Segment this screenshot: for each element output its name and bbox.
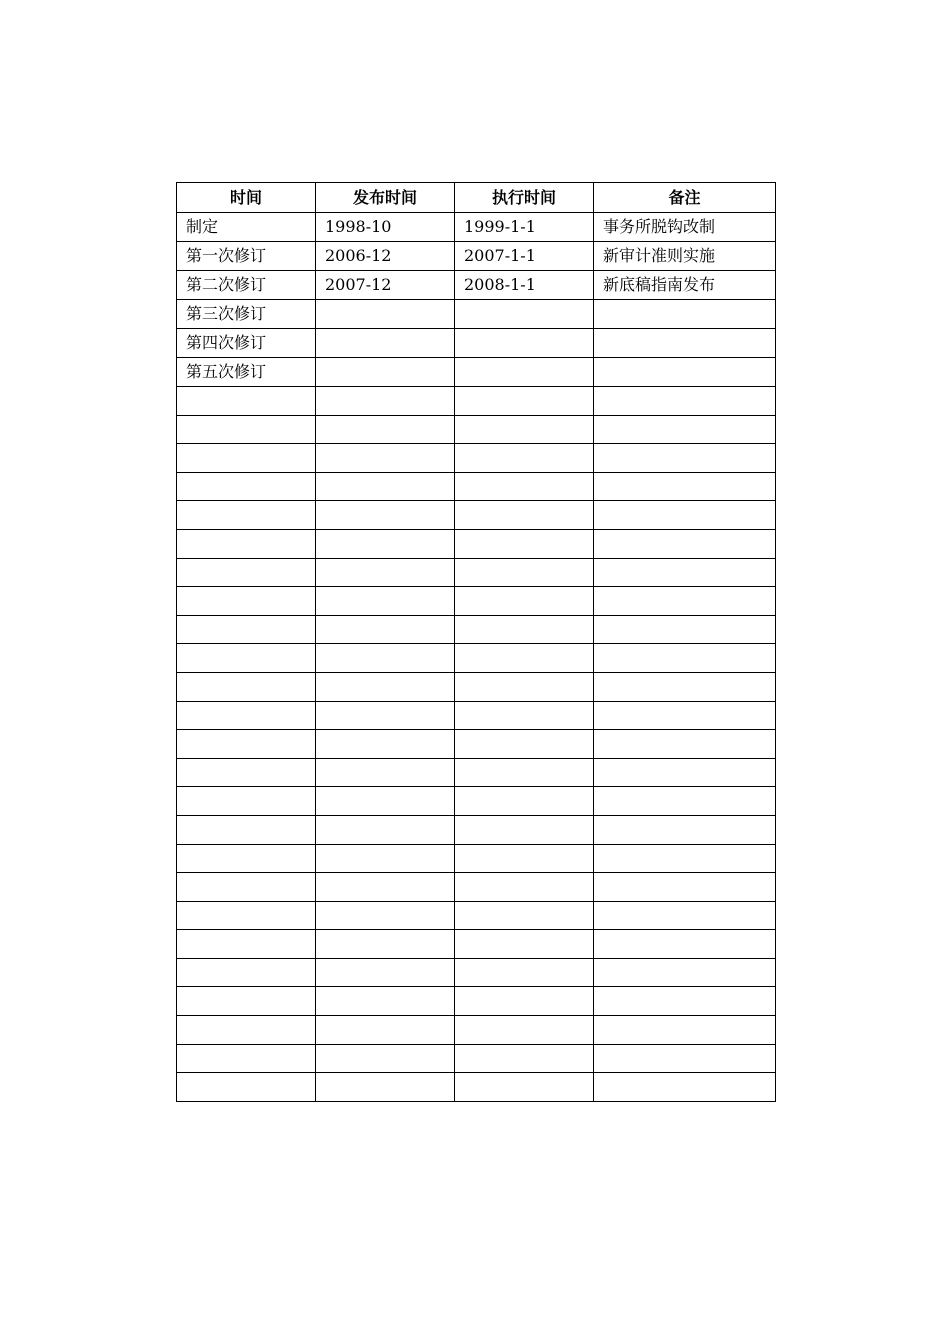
cell-time: 第二次修订	[177, 271, 316, 300]
cell-time	[177, 1016, 316, 1045]
cell-publish-time	[316, 758, 455, 787]
table-row	[177, 672, 776, 701]
cell-remarks	[594, 815, 776, 844]
cell-time	[177, 472, 316, 501]
cell-remarks	[594, 529, 776, 558]
cell-remarks	[594, 958, 776, 987]
cell-time	[177, 787, 316, 816]
cell-publish-time	[316, 529, 455, 558]
cell-remarks	[594, 387, 776, 416]
cell-time	[177, 444, 316, 473]
cell-time	[177, 644, 316, 673]
cell-publish-time	[316, 701, 455, 730]
table-row	[177, 987, 776, 1016]
cell-time	[177, 930, 316, 959]
cell-remarks	[594, 558, 776, 587]
cell-effective-time	[455, 701, 594, 730]
table-row	[177, 615, 776, 644]
cell-effective-time	[455, 615, 594, 644]
cell-remarks	[594, 730, 776, 759]
cell-publish-time	[316, 844, 455, 873]
header-publish-time: 发布时间	[316, 183, 455, 213]
cell-remarks	[594, 300, 776, 329]
table-row	[177, 644, 776, 673]
cell-effective-time	[455, 1044, 594, 1073]
cell-effective-time	[455, 958, 594, 987]
cell-remarks: 新审计准则实施	[594, 242, 776, 271]
table-row	[177, 587, 776, 616]
table-row	[177, 930, 776, 959]
cell-time	[177, 1073, 316, 1102]
cell-effective-time	[455, 587, 594, 616]
cell-effective-time	[455, 901, 594, 930]
cell-effective-time	[455, 987, 594, 1016]
cell-remarks	[594, 844, 776, 873]
cell-remarks	[594, 701, 776, 730]
table-row	[177, 213, 776, 242]
table-row	[177, 472, 776, 501]
cell-publish-time	[316, 787, 455, 816]
cell-remarks	[594, 930, 776, 959]
cell-publish-time	[316, 672, 455, 701]
cell-remarks	[594, 501, 776, 530]
cell-effective-time: 2007-1-1	[455, 242, 594, 271]
cell-time	[177, 758, 316, 787]
table-row	[177, 901, 776, 930]
cell-effective-time: 1999-1-1	[455, 213, 594, 242]
cell-publish-time	[316, 1073, 455, 1102]
header-remarks: 备注	[594, 183, 776, 213]
cell-effective-time	[455, 873, 594, 902]
cell-effective-time	[455, 358, 594, 387]
cell-publish-time	[316, 501, 455, 530]
cell-publish-time	[316, 358, 455, 387]
cell-effective-time	[455, 672, 594, 701]
cell-time	[177, 1044, 316, 1073]
cell-effective-time	[455, 329, 594, 358]
cell-time	[177, 615, 316, 644]
header-effective-time: 执行时间	[455, 183, 594, 213]
table-row	[177, 730, 776, 759]
cell-effective-time	[455, 815, 594, 844]
cell-publish-time	[316, 415, 455, 444]
table-row	[177, 329, 776, 358]
cell-publish-time: 1998-10	[316, 213, 455, 242]
cell-publish-time	[316, 300, 455, 329]
cell-effective-time	[455, 444, 594, 473]
cell-effective-time	[455, 844, 594, 873]
revision-history-table	[176, 182, 776, 1102]
cell-publish-time	[316, 901, 455, 930]
table-row	[177, 958, 776, 987]
cell-remarks	[594, 1044, 776, 1073]
cell-publish-time	[316, 387, 455, 416]
cell-time	[177, 415, 316, 444]
cell-publish-time: 2007-12	[316, 271, 455, 300]
cell-time: 第三次修订	[177, 300, 316, 329]
table-header	[177, 183, 776, 213]
table-row	[177, 529, 776, 558]
table-row	[177, 501, 776, 530]
cell-time	[177, 672, 316, 701]
table-row	[177, 444, 776, 473]
header-row	[177, 183, 776, 213]
cell-publish-time	[316, 930, 455, 959]
cell-time	[177, 730, 316, 759]
cell-publish-time	[316, 873, 455, 902]
cell-publish-time	[316, 329, 455, 358]
cell-publish-time	[316, 472, 455, 501]
cell-publish-time	[316, 958, 455, 987]
cell-effective-time	[455, 644, 594, 673]
cell-time	[177, 501, 316, 530]
cell-effective-time	[455, 787, 594, 816]
cell-effective-time	[455, 1016, 594, 1045]
table-row	[177, 271, 776, 300]
cell-effective-time	[455, 558, 594, 587]
cell-remarks	[594, 1073, 776, 1102]
cell-remarks	[594, 444, 776, 473]
cell-effective-time	[455, 387, 594, 416]
cell-time: 第四次修订	[177, 329, 316, 358]
cell-publish-time	[316, 644, 455, 673]
cell-publish-time	[316, 558, 455, 587]
cell-remarks	[594, 644, 776, 673]
cell-remarks	[594, 787, 776, 816]
table-row	[177, 358, 776, 387]
cell-remarks	[594, 472, 776, 501]
cell-effective-time	[455, 730, 594, 759]
cell-time	[177, 901, 316, 930]
cell-time: 制定	[177, 213, 316, 242]
cell-time	[177, 701, 316, 730]
table-body	[177, 213, 776, 1102]
cell-remarks	[594, 901, 776, 930]
cell-publish-time	[316, 444, 455, 473]
cell-publish-time	[316, 1044, 455, 1073]
cell-remarks: 事务所脱钩改制	[594, 213, 776, 242]
cell-publish-time: 2006-12	[316, 242, 455, 271]
cell-publish-time	[316, 615, 455, 644]
cell-time	[177, 387, 316, 416]
table-row	[177, 758, 776, 787]
cell-remarks	[594, 672, 776, 701]
cell-time	[177, 844, 316, 873]
cell-time	[177, 873, 316, 902]
cell-time	[177, 815, 316, 844]
cell-publish-time	[316, 815, 455, 844]
table-row	[177, 558, 776, 587]
table-row	[177, 787, 776, 816]
table-row	[177, 701, 776, 730]
cell-remarks	[594, 615, 776, 644]
table-row	[177, 873, 776, 902]
cell-time	[177, 529, 316, 558]
table-row	[177, 415, 776, 444]
cell-remarks	[594, 758, 776, 787]
cell-effective-time	[455, 529, 594, 558]
cell-publish-time	[316, 730, 455, 759]
cell-time: 第五次修订	[177, 358, 316, 387]
cell-remarks	[594, 329, 776, 358]
cell-remarks	[594, 987, 776, 1016]
table-row	[177, 844, 776, 873]
header-time: 时间	[177, 183, 316, 213]
table-row	[177, 242, 776, 271]
table-row	[177, 1016, 776, 1045]
cell-remarks	[594, 873, 776, 902]
cell-remarks	[594, 415, 776, 444]
cell-time	[177, 987, 316, 1016]
cell-effective-time	[455, 415, 594, 444]
table-row	[177, 815, 776, 844]
cell-effective-time	[455, 472, 594, 501]
cell-effective-time: 2008-1-1	[455, 271, 594, 300]
cell-effective-time	[455, 300, 594, 329]
cell-publish-time	[316, 987, 455, 1016]
cell-remarks	[594, 358, 776, 387]
cell-time	[177, 587, 316, 616]
cell-time	[177, 558, 316, 587]
cell-publish-time	[316, 1016, 455, 1045]
table-row	[177, 300, 776, 329]
cell-remarks	[594, 587, 776, 616]
cell-time: 第一次修订	[177, 242, 316, 271]
cell-effective-time	[455, 1073, 594, 1102]
cell-remarks	[594, 1016, 776, 1045]
table-row	[177, 1044, 776, 1073]
table-row	[177, 1073, 776, 1102]
table-row	[177, 387, 776, 416]
cell-effective-time	[455, 930, 594, 959]
cell-effective-time	[455, 758, 594, 787]
cell-publish-time	[316, 587, 455, 616]
cell-remarks: 新底稿指南发布	[594, 271, 776, 300]
cell-effective-time	[455, 501, 594, 530]
cell-time	[177, 958, 316, 987]
